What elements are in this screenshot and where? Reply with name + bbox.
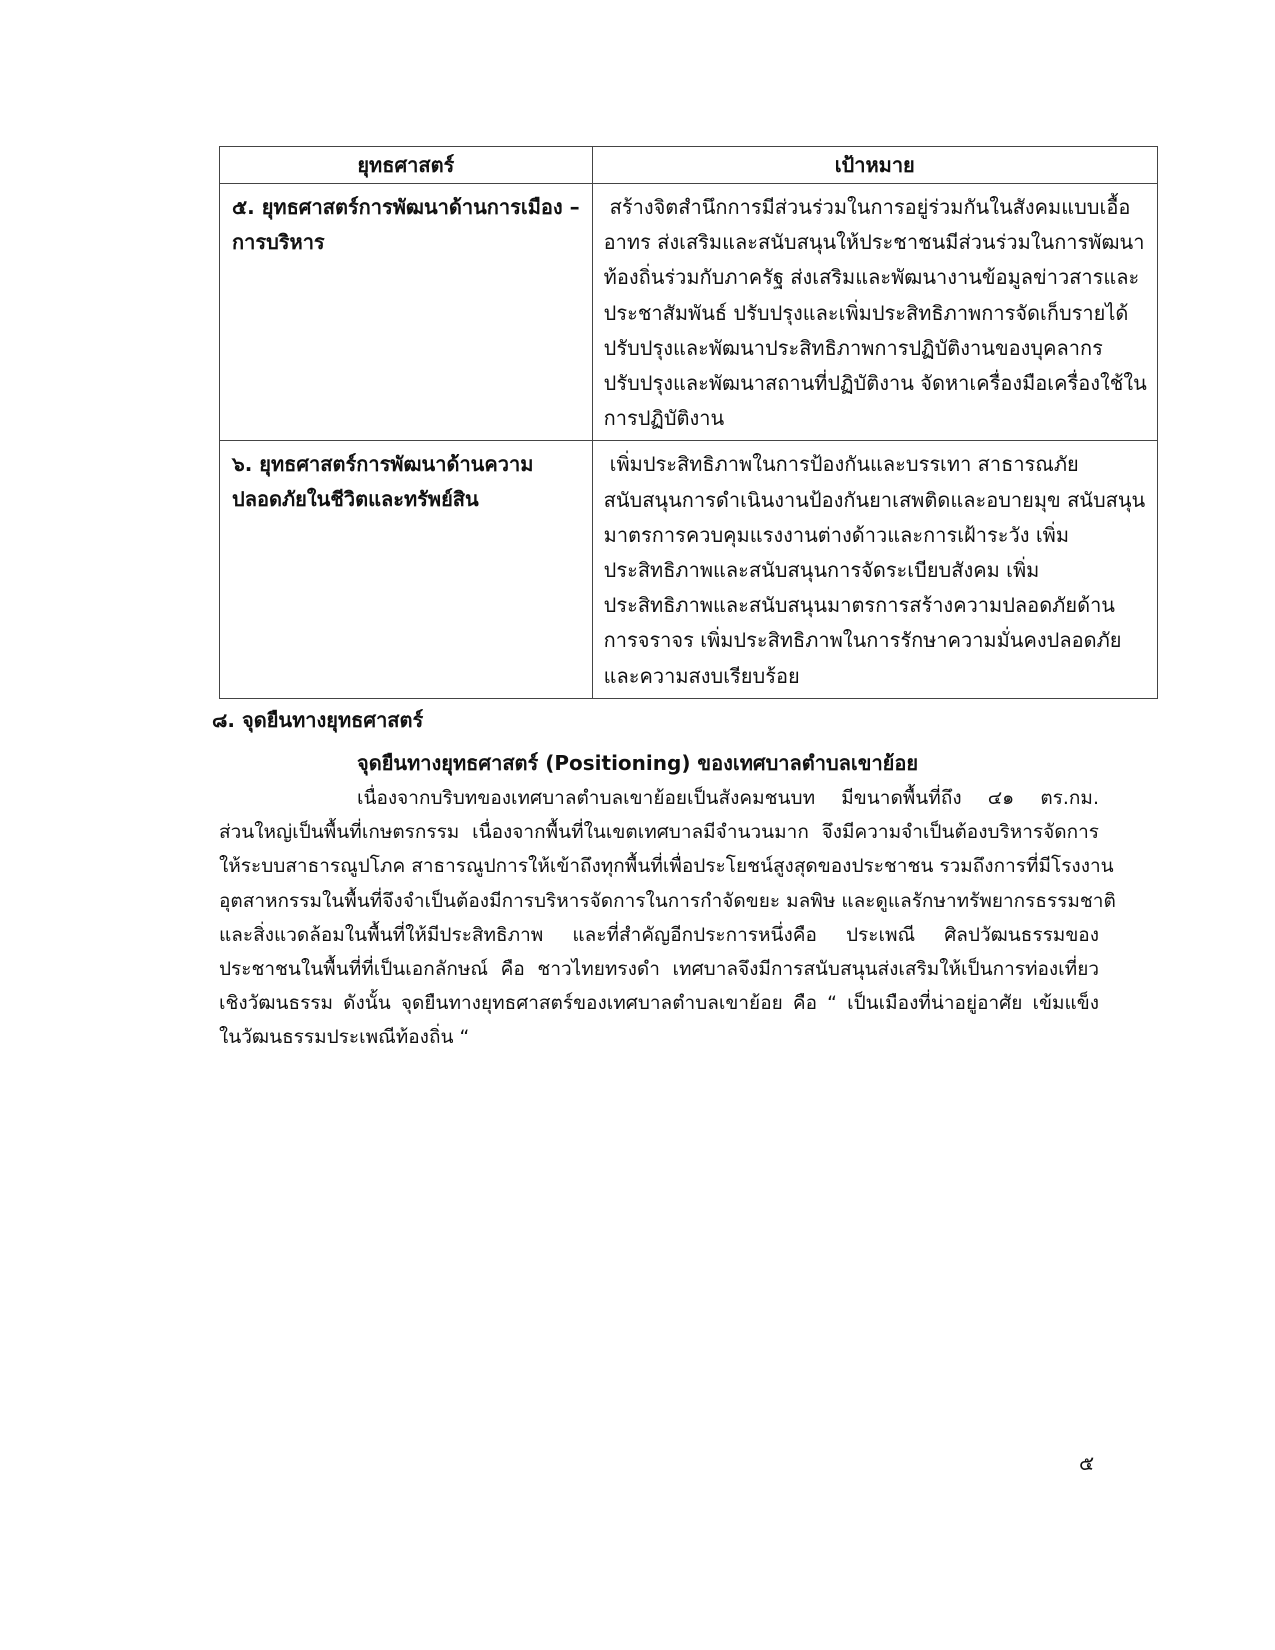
- goal-line: สร้างจิตสำนึกการมีส่วนร่วมในการอยู่ร่วมกันในสังคมแบบเอื้อ: [609, 195, 1131, 219]
- goal-line: อาทร ส่งเสริมและสนับสนุนให้ประชาชนมีส่วนร่วมในการพัฒนา: [603, 230, 1145, 255]
- goal-line: ประชาสัมพันธ์ ปรับปรุงและเพิ่มประสิทธิภาพการจัดเก็บรายได้: [603, 300, 1129, 325]
- strategy-goal-table: [219, 146, 1158, 699]
- goal-line: และความสงบเรียบร้อย: [603, 663, 800, 688]
- page-number: ๕: [1079, 1451, 1095, 1475]
- goal-line: การจราจร เพิ่มประสิทธิภาพในการรักษาความมั่นคงปลอดภัย: [603, 628, 1122, 653]
- goal-line: ประสิทธิภาพและสนับสนุนมาตรการสร้างความปลอดภัยด้าน: [603, 593, 1115, 618]
- table-row: [220, 441, 1158, 698]
- paragraph-line: ประชาชนในพื้นที่ที่เป็นเอกลักษณ์ คือ ชาวไทยทรงดำ เทศบาลจึงมีการสนับสนุนส่งเสริมให้เป็นการท่องเที่ยว: [219, 958, 1099, 981]
- goal-line: ปรับปรุงและพัฒนาสถานที่ปฏิบัติงาน จัดหาเครื่องมือเครื่องใช้ใน: [603, 371, 1147, 396]
- strategy-cell: [220, 441, 593, 698]
- section-subheading: จุดยืนทางยุทธศาสตร์ (Positioning) ของเทศบาลตำบลเขาย้อย: [357, 751, 919, 775]
- goal-cell: [592, 441, 1157, 698]
- column-header-goal: เป้าหมาย: [592, 147, 1157, 184]
- goal-line: เพิ่มประสิทธิภาพในการป้องกันและบรรเทา สาธารณภัย: [609, 452, 1079, 477]
- strategy-cell: [220, 184, 593, 441]
- paragraph-line: เนื่องจากบริบทของเทศบาลตำบลเขาย้อยเป็นสังคมชนบท มีขนาดพื้นที่ถึง ๔๑ ตร.กม.: [357, 787, 1099, 809]
- goal-cell: [592, 184, 1157, 441]
- paragraph-line: อุตสาหกรรมในพื้นที่จึงจำเป็นต้องมีการบริหารจัดการในการกำจัดขยะ มลพิษ และดูแลรักษาทรัพยากรธรรมชาติ: [219, 889, 1116, 912]
- section-heading: ๘. จุดยืนทางยุทธศาสตร์: [212, 708, 424, 732]
- goal-line: การปฏิบัติงาน: [603, 406, 725, 431]
- positioning-paragraph: [219, 781, 1116, 1055]
- paragraph-line: เชิงวัฒนธรรม ดังนั้น จุดยืนทางยุทธศาสตร์ของเทศบาลตำบลเขาย้อย คือ “ เป็นเมืองที่น่าอยู่อาศัย เข้มแข็ง: [219, 992, 1099, 1015]
- goal-line: ประสิทธิภาพและสนับสนุนการจัดระเบียบสังคม เพิ่ม: [603, 558, 1040, 583]
- strategy-line: การบริหาร: [232, 230, 325, 254]
- strategy-line: ๕. ยุทธศาสตร์การพัฒนาด้านการเมือง –: [232, 195, 580, 219]
- strategy-line: ปลอดภัยในชีวิตและทรัพย์สิน: [232, 487, 479, 512]
- strategy-line: ๖. ยุทธศาสตร์การพัฒนาด้านความ: [232, 452, 534, 477]
- table-header-row: [220, 147, 1158, 184]
- column-header-strategy: ยุทธศาสตร์: [220, 147, 593, 184]
- paragraph-line: ให้ระบบสาธารณูปโภค สาธารณูปการให้เข้าถึงทุกพื้นที่เพื่อประโยชน์สูงสุดของประชาชน รวมถึงการที่มีโรงงาน: [219, 855, 1114, 878]
- table-row: [220, 184, 1158, 441]
- goal-line: มาตรการควบคุมแรงงานต่างด้าวและการเฝ้าระวัง เพิ่ม: [603, 522, 1070, 547]
- paragraph-line: และสิ่งแวดล้อมในพื้นที่ให้มีประสิทธิภาพ และที่สำคัญอีกประการหนึ่งคือ ประเพณี ศิลปวัฒนธรรมของ: [219, 923, 1099, 946]
- paragraph-line: ในวัฒนธรรมประเพณีท้องถิ่น “: [219, 1026, 470, 1049]
- goal-line: ท้องถิ่นร่วมกับภาครัฐ ส่งเสริมและพัฒนางานข้อมูลข่าวสารและ: [603, 265, 1140, 290]
- goal-line: สนับสนุนการดำเนินงานป้องกันยาเสพติดและอบายมุข สนับสนุน: [603, 487, 1146, 512]
- goal-line: ปรับปรุงและพัฒนาประสิทธิภาพการปฏิบัติงานของบุคลากร: [603, 335, 1103, 360]
- paragraph-line: ส่วนใหญ่เป็นพื้นที่เกษตรกรรม เนื่องจากพื้นที่ในเขตเทศบาลมีจำนวนมาก จึงมีความจำเป็นต้องบริหารจัดการ: [219, 821, 1099, 844]
